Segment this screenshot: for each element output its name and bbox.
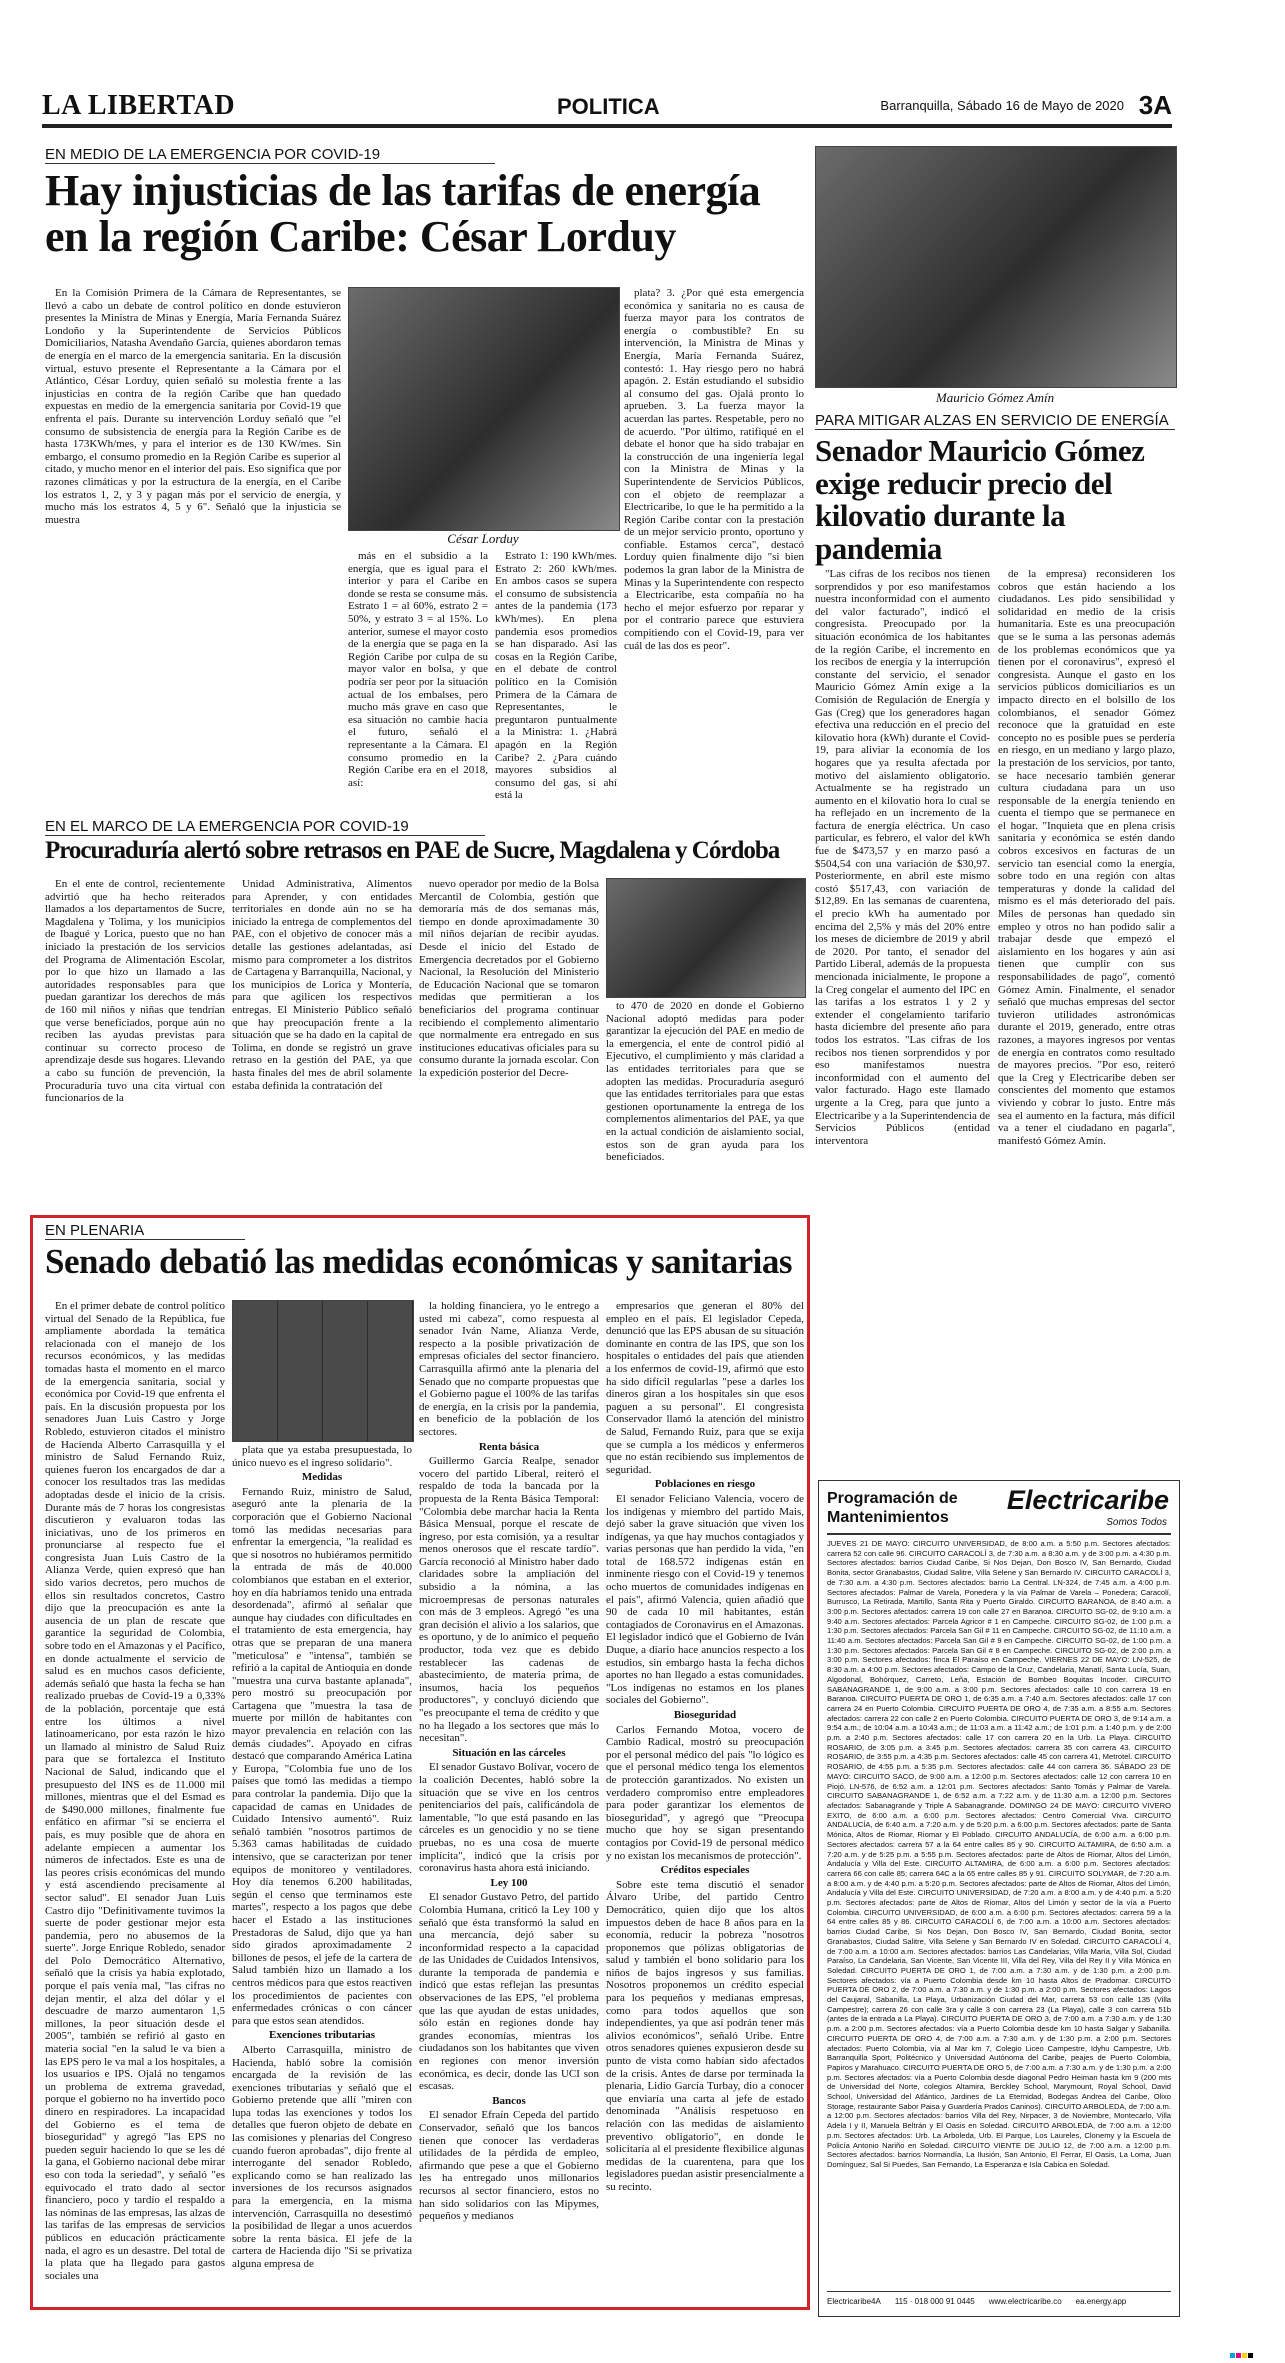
story2-column-2: de la empresa) reconsideren los cobros que están haciendo a los ciudadanos. Les pido sensibilidad y solidaridad en medio de la crisis humanitaria. Este es una preocupación que se le suma a las personas además de los problemas económicos que ya tienen por el coronavirus", expresó el congresista. Aunque el gasto en los servicios públicos domiciliarios es un impacto directo en el bolsillo de los colombianos, el senador Gómez reconoce que la gratuidad en este concepto no es posible pues se perdería en riesgo, en un mediano y largo plazo, la prestación de los servicios, por tanto, se hace necesario también generar cultura ciudadana para un uso responsable de la energía teniendo en cuenta el tiempo que se permanece en el hogar. "Inquieta que en plena crisis sanitaria y económica se estén dando cobros excesivos en facturas de un servicio tan esencial como la energía, sobre todo en una región con altas temperaturas y donde la calidad del mismo es el más deteriorado del país. Miles de personas han quedado sin empleo y otros no han podido salir a trabajar desde que empezó el aislamiento en los hogares y aún así tienen que cumplir con sus responsabilidades de pago", comentó Gómez Amín. Finalmente, el senador señaló que muchas empresas del sector tuvieron utilidades astronómicas durante el 2019, generado, entre otras razones, a mayores ingresos por ventas de energía en contratos como resultado de mayores precios. "Por eso, reiteró que la Creg y Electricaribe deben ser conscientes del momento que estamos viviendo y cobrar lo justo. Entre más sea el aumento en la factura, más difícil va a tener el ciudadano en pagarla", manifestó Gómez Amín. <box>998 568 1175 1147</box>
maintenance-ad <box>818 1480 1180 2317</box>
phone-line: 115 · 018 000 91 0445 <box>894 2297 975 2306</box>
story3-column-4: to 470 de 2020 en donde el Gobierno Nacional adoptó medidas para poder garantizar la ejecución del PAE en medio de la emergencia, el ente de control pidió al Ejecutivo, el cumplimiento y más claridad a las entidades territoriales para que se adopten las medidas. Procuraduría aseguró que las entidades territoriales para que estas gestionen oportunamente la entrega de los complementos alimentarios del PAE, ya que en la actual condición de aislamiento social, estos son de gran ayuda para los beneficiados. <box>606 1000 804 1164</box>
virtual-session-photo <box>232 1300 414 1442</box>
story4-column-4: empresarios que generan el 80% del empleo en el país. El legislador Cepeda, denunció que las EPS abusan de su situación dominante en contra de las IPS, que son los hospitales o entidades del país que atienden a los enfermos de covid-19, afirmó que esto ha sido difícil regularlas "pese a darles los dineros giran a los hospitales sin que esos paguen a su personal". El congresista Conservador llamó la atención del ministro de Salud, Fernando Ruiz, para que se exija que se cumpla a los médicos y enfermeros que no están recibiendo sus implementos de seguridad. Poblaciones en riesgo El senador Feliciano Valencia, vocero de los indígenas y miembro del partido Mais, dejó saber la grave situación que viven los indígenas, ya que hay muchos contagiados y varias personas que han perdido la vida, "en total de 168.572 indígenas están en inminente riesgo con el Covid-19 y tenemos ocho muertos de comunidades indígenas en el país", afirmó Valencia, quien añadió que 90 de cada 10 mil habitantes, están contagiados de Coronavirus en el Amazonas. El legislador indicó que el Gobierno de Iván Duque, a diario hace anuncios respecto a los estudios, sin embargo hasta la fecha dichos aportes no han llegado a estas comunidades. "Los indígenas no estamos en los planes sociales del Gobierno". Bioseguridad Carlos Fernando Motoa, vocero de Cambio Radical, mostró su preocupación por el personal médico del país "lo lógico es que el personal médico tenga los elementos de protección garantizados. No existen un verdadero compromiso entre empleadores para poder garantizar los elementos de bioseguridad", y agregó que "Preocupa mucho que hoy se sigan presentando contagios por Covid-19 de personal médico y no existan los mecanismos de protección". Créditos especiales Sobre este tema discutió el senador Álvaro Uribe, del partido Centro Democrático, quien dijo que los altos impuestos deben de hace 8 años para en la economía, reducir la pobreza "nosotros proponemos que pólizas obligatorias de salud y también el bono solidario para los niños de bajos ingresos y sus familias. Nosotros proponemos un crédito especial para los pequeños y medianas empresas, como para todos aquellos que son independientes, ya que así podrán tener más alivios económicos", señaló Uribe. Entre otros senadores quienes expusieron desde su punto de vista como habían sido afectados de la crisis. Antes de darse por terminada la plenaria, Lidio García Turbay, dio a conocer que enviaría una carta al jefe de estado denominada "Análisis respetuoso en relación con las medidas de aislamiento preventivo obligatorio", en donde le solicitaría al el presidente flexibilice algunas medidas de la cuarentena, para que los legisladores puedan asistir presencialmente a su recinto. <box>606 1300 804 2193</box>
story2-kicker: PARA MITIGAR ALZAS EN SERVICIO DE ENERGÍA <box>815 412 1175 430</box>
ad-title: Programación de Mantenimientos <box>827 1490 958 1526</box>
story3-kicker: EN EL MARCO DE LA EMERGENCIA POR COVID-19 <box>45 818 485 836</box>
ad-schedule-text: JUEVES 21 DE MAYO: CIRCUITO UNIVERSIDAD, de 8:00 a.m. a 5:50 p.m. Sectores afectados: carrera 52 con calle 96. CIRCUITO CARACOLÍ 3, de 7:30 a.m. a 8:30 a.m. y de 3:00 p.m. a 4:30 p.m. Sectores afectados: barrios Ciudad Caribe, Si Nos Dejan, Don Bosco IV, San Bernardo, Ciudad Bonita, sector Granabastos, Ciudad Salitre, Villa Selene y San Bernardo IV. CIRCUITO CARACOLÍ 3, de 7:30 a.m. a 4:30 p.m. Sectores afectados: barrio La Central. LN-324, de 7:45 a.m. a 4:00 p.m. Sectores afectados: Palmar de Varela, Ponedera y la vía Palmar de Varela – Ponedera; Caracolí, Burrusco, La Retirada, Martillo, Santa Rita y Puerto Giraldo. CIRCUITO BARANOA, de 8:40 a.m. a 3:00 p.m. Sectores afectados: carrera 19 con calle 27 en Baranoa. CIRCUITO SG-02, de 9:10 a.m. a 9:40 a.m. Sectores afectados: Parcela Agricor # 1 en Campeche. CIRCUITO SG-02, de 1:00 p.m. a 1:30 p.m. Sectores afectados: Parcela San Gil # 11 en Campeche. CIRCUITO SG-02, de 11:10 a.m. a 11:40 a.m. Sectores afectados: Parcela San Gil # 9 en Campeche. CIRCUITO SG-02, de 1:00 p.m. a 1:30 p.m. Sectores afectados: Parcela San Gil # 8 en Campeche. CIRCUITO SG-02, de 2:00 p.m. a 3:00 p.m. Sectores afectados: finca El Paraíso en Campeche. VIERNES 22 DE MAYO: LN-525, de 8:30 a.m. a 4:00 p.m. Sectores afectados: Campo de la Cruz, Candelaria, Manatí, Santa Lucía, Suan, Algodonal, Bohórquez, Carreto, Leña, Estación de Bombeo Boquitas Incoder. CIRCUITO SABANAGRANDE 1, de 9:00 a.m. a 3:00 p.m. Sectores afectados: calle 10 con carrera 19 en Baranoa. CIRCUITO PUERTA DE ORO 1, de 6:35 a.m. a 7:40 a.m. Sectores afectados: calle 17 con carrera 24 en Puerto Colombia. CIRCUITO PUERTA DE ORO 4, de 7:35 a.m. a 8:55 a.m. Sectores afectados: carrera 22 con calle 2 en Puerto Colombia. CIRCUITO PUERTA DE ORO 3, de 9:14 a.m. a 9:54 a.m.; de 10:04 a.m. a 10:43 a.m.; de 11:03 a.m. a 11:42 a.m.; de 1:01 p.m. a 1:40 p.m. y de 2:00 p.m. a 2:40 p.m. Sectores afectados: calle 17 con carrera 20 en la Urb. La Playa. CIRCUITO ROSARIO, de 3:05 p.m. a 3:45 p.m. Sectores afectados: carrera 35 con carrera 43. CIRCUITO ROSARIO, de 3:55 p.m. a 4:35 p.m. Sectores afectados: calle 45 con carrera 41, Metrotel. CIRCUITO ROSARIO, de 4:55 p.m. a 5:35 p.m. Sectores afectados: calle 44 con carrera 36. SÁBADO 23 DE MAYO: CIRCUITO SACO, de 9:00 a.m. a 12:00 p.m. Sectores afectados: calle 12 con carrera 10 en Piojó. LN-576, de 6:52 a.m. a 12:01 p.m. Sectores afectados: Santo Tomás y Palmar de Varela. CIRCUITO SABANAGRANDE 1, de 6:52 a.m. a 7:22 a.m. y de 11:30 a.m. a 12:00 p.m. Sectores afectados: Sabanagrande y Triple A Sabanagrande. DOMINGO 24 DE MAYO: CIRCUITO VIVERO EXITO, de 6:00 a.m. a 6:00 p.m. Sectores afectados: Centro Comercial Viva. CIRCUITO ANDALUCÍA, de 6:40 a.m. a 7:20 a.m. y de 5:20 p.m. a 6:00 p.m. Sectores afectados: parte de Santa Mónica, Altos de Riomar, Riomar y El Poblado. CIRCUITO ANDALUCÍA, de 6:00 a.m. a 6:00 p.m. Sectores afectados: carrera 57 a la 64 entre calles 85 y 90. CIRCUITO ALTAMIRA, de 6:50 a.m. a 7:20 a.m. y de 5:25 p.m. a 5:55 p.m. Sectores afectados: parte de Altos de Riomar, Altos del Limón, Andalucía y Villa del Este. CIRCUITO ALTAMIRA, de 6:00 a.m. a 6:00 p.m. Sectores afectados: carrera 66 con calle 85; carrera 64C a la 65 entre calles 85 y 91. CIRCUITO SOLYMAR, de 7:20 a.m. a 8:00 a.m. y de 4:40 p.m. a 5:20 p.m. Sectores afectados: parte de Altos de Riomar, Altos del Limón, Andalucía y Villa del Este. CIRCUITO UNIVERSIDAD, de 7:20 a.m. a 8:00 a.m. y de 4:40 p.m. a 5:20 p.m. Sectores afectados: parte de Altos de Riomar, Altos del Limón y sector de la vía a Puerto Colombia. CIRCUITO UNIVERSIDAD, de 6:00 a.m. a 6:00 p.m. Sectores afectados: carrera 59 a la 64 entre calles 85 y 86. CIRCUITO CARACOLÍ 6, de 7:00 a.m. a 10:00 a.m. Sectores afectados: barrios Ciudad Caribe, Si Nos Dejan, Don Bosco IV, San Bernardo, Ciudad Bonita, sector Granabastos, Ciudad Salitre, Villa Selene y San Bernardo IV en Soledad. CIRCUITO CARACOLÍ 4, de 7:00 a.m. a 10:00 a.m. Sectores afectados: barrios Las Candelarias, Villa María, Villa Sol, Ciudad Paraíso, La Candelaria, San Vicente, San Vicente III, Villa del Rey, Villa del Rey II y Villa Mónica en Soledad. CIRCUITO PUERTA DE ORO 1, de 7:00 a.m. a 7:30 a.m. y de 1:30 p.m. a 2:00 p.m. Sectores afectados: vía a Puerto Colombia desde km 10 hasta Altos de Pradomar. CIRCUITO PUERTA DE ORO 2, de 7:00 a.m. a 7:30 a.m. y de 1:30 p.m. a 2:00 p.m. Sectores afectados: Lagos del Caujaral, Sabanilla, La Playa, Urbanización Ciudad del Mar, carrera 53 con calle 135 (Villa Campestre); carrera 26 con calle 3ra y calle 3 con carrera 23 (La Playa), calle 3 con carrera 51b (antes de la entrada a La Playa). CIRCUITO PUERTA DE ORO 3, de 7:00 a.m. a 7:30 a.m. y de 1:30 p.m. a 2:00 p.m. Sectores afectados: vía a Puerto Colombia desde km 10 hasta Salgar y Sabanilla. CIRCUITO PUERTA DE ORO 4, de 7:00 a.m. a 7:30 a.m. y de 1:30 p.m. a 2:00 p.m. Sectores afectados: Puerto Colombia, vía al Mar km 7, Colegio Liceo Campestre, Idyhu Campestre, Urb. Barranquilla Sport, Politécnico y Universidad Autónoma del Caribe, peajes de Puerto Colombia, Papiros y Marahuaco. CIRCUITO PUERTA DE ORO 5, de 7:00 a.m. a 7:30 a.m. y de 1:30 p.m. a 2:00 p.m. Sectores afectados: vía a Puerto Colombia desde diagonal Pedro Heiman hasta km 9 (200 mts de Universidad del Norte, colegios Altamira, Berckley School, Marymount, Royal School, David School, Universidad del Atlántico, Jardines de La Eternidad, Bodegas Andrea del Caribe, Olixo Storage, restaurante Sabor Paisa y Guardería Prados Caninos). CIRCUITO ARBOLEDA, de 7:00 a.m. a 12:00 p.m. Sectores afectados: barrios Villa del Rey, Nirpacer, 3 de Noviembre, Montecarlo, Villa Adela I y II, Manuela Beltrán y El Oasis en Soledad. CIRCUITO ARBOLEDA, de 7:00 a.m. a 12:00 p.m. Sectores afectados: Urb. La Arboleda, Urb. El Parque, Los Laureles, Clonemy y la Escuela de Policía Antonio Nariño en Soledad. CIRCUITO VIENTE DE JULIO 12, de 7:00 a.m. a 12:00 p.m. Sectores afectados: barrios Normandía, La Ilusión, San Antonio, El Ferrar, El Oasis, La Loma, Juan Domínguez, Sal Si Puedes, San Fernando, La Esperanza e Isla Cabica en Soledad. <box>827 1539 1171 2169</box>
ad-footer <box>827 2297 1171 2306</box>
story3-column-1: En el ente de control, recientemente advirtió que ha hecho reiterados llamados a los departamentos de Sucre, Magdalena y Tolima, y los municipios de Ibagué y Lorica, puesto que no han iniciado la prestación de los servicios del Programa de Alimentación Escolar, por lo que hizo un llamado a las autoridades responsables para que puedan garantizar los derechos de más de 160 mil niños y niñas que tendrían que verse beneficiados, porque aún no reciben las ayudas previstas para continuar su correcto proceso de aprendizaje desde sus hogares. Llevando a cabo su función de prevención, la Procuraduría tuvo una cita virtual con funcionarios de la <box>45 878 225 1105</box>
subhead-creditos: Créditos especiales <box>660 1864 750 1877</box>
electricaribe-logo: Electricaribe <box>1006 1485 1169 1515</box>
story1-kicker: EN MEDIO DE LA EMERGENCIA POR COVID-19 <box>45 146 495 164</box>
gomez-photo <box>815 146 1177 388</box>
twitter-handle: Electricaribe4A <box>827 2297 881 2306</box>
subhead-bancos: Bancos <box>492 2094 526 2107</box>
subhead-carceles: Situación en las cárceles <box>452 1746 566 1759</box>
section-title: POLITICA <box>557 94 660 119</box>
newspaper-name: LA LIBERTAD <box>42 90 236 121</box>
website-link[interactable]: www.electricaribe.co <box>988 2297 1062 2306</box>
story1-headline: Hay injusticias de las tarifas de energía en la región Caribe: César Lorduy <box>45 166 761 262</box>
pae-photo <box>606 878 806 998</box>
story4-column-2: plata que ya estaba presupuestada, lo único nuevo es el ingreso solidario". Medidas Fernando Ruiz, ministro de Salud, aseguró ante la plenaria de la corporación que el Gobierno Nacional tomó las medidas necesarias para enfrentar la emergencia, "la realidad es que si nosotros no hubiéramos permitido la entrada de más de 40.000 colombianos que estaban en el exterior, hoy en día habríamos tenido una entrada desordenada", afirmó al señalar que aunque hay ciudades con dificultades en el tratamiento de esta emergencia, hay otras que se preparan de una manera "meticulosa" e "intensa", también se refirió a la capital de Antioquia en donde "muestra una curva bastante aplanada", pero mostró su preocupación por Cartagena que "muestra la tasa de muerte por millón de habitantes con mayor prevalencia en relación con las demás ciudades". Apoyado en cifras destacó que comparando América Latina y Europa, "Colombia fue uno de los países que tomó las medidas a tiempo para controlar la pandemia. Dijo que la capacidad de camas en Unidades de Cuidado Intensivo aumentó". Ruiz señaló también "nosotros partimos de 5.363 camas habilitadas de cuidado intensivo, que se caracterizan por tener equipos de monitoreo y ventiladores. Hoy día tenemos 6.200 habilitadas, según el censo que terminamos este martes", respecto a los pagos que debe hacer el Estado a las instituciones Prestadoras de Salud, dijo que ya han sido girados aproximadamente 2 billones de pesos, el jefe de la cartera de Salud también hizo un llamado a los centros médicos para que estos reactiven los procedimientos de pacientes con enfermedades crónicas o con cáncer para que estos sean atendidos. Exenciones tributarias Alberto Carrasquilla, ministro de Hacienda, habló sobre la comisión encargada de la revisión de las exenciones tributarias y señaló que el Gobierno pretende que allí "miren con lupa todas las exenciones y todos los detalles que fueron objeto de debate en las comisiones y plenarias del Congreso cuando fueron aprobadas", dijo frente al interrogante del senador Robledo, explicando como se han realizado las inversiones de los recursos asignados para la emergencia, en la misma intervención, Carrasquilla no desestimó la posibilidad de llegar a unos acuerdos sobre la renta básica. El jefe de la cartera de Hacienda dijo "Si se privatiza alguna empresa de <box>232 1444 412 2270</box>
ad-divider <box>827 1533 1171 1535</box>
page-number: 3A <box>1138 90 1172 120</box>
app-name: ea.energy.app <box>1075 2297 1127 2306</box>
lorduy-caption: César Lorduy <box>447 531 519 546</box>
story4-headline: Senado debatió las medidas económicas y sanitarias <box>45 1242 792 1281</box>
color-registration-marks <box>1230 2345 1254 2363</box>
ad-footer-divider <box>827 2291 1171 2292</box>
subhead-bioseguridad: Bioseguridad <box>673 1709 737 1721</box>
story2-headline: Senador Mauricio Gómez exige reducir precio del kilovatio durante la pandemia <box>815 433 1145 566</box>
brand-slogan: Somos Todos <box>1106 1517 1167 1528</box>
story1-column-1: En la Comisión Primera de la Cámara de Representantes, se llevó a cabo un debate de control político en donde estuvieron presentes la Ministra de Minas y Energía, María Fernanda Suárez Londoño y la Superintendente de Servicios Públicos Domiciliarios, Natasha Avendaño García, quienes abordaron temas de energía en el marco de la emergencia sanitaria. En la discusión virtual, estuvo presente el Representante a la Cámara por el Atlántico, César Lorduy, quien señaló su molestia frente a las injusticias en contra de la región Caribe que han quedado expuestas en medio de la emergencia sanitaria por Covid-19 que enfrenta el país. Durante su intervención Lorduy señaló que "el consumo de subsistencia de energía para la Región Caribe es de hasta 173KWh/mes, y para el interior es de 130 KW/mes. Sin embargo, el consumo promedio en la Región Caribe es superior al citado, y mucho menor en el interior del país. Eso significa que por razones climáticas y por la estructura de la energía, en el Caribe los estratos 1, 2, y 3 y pagan más por el servicio de energía, y mucho más los estratos 4, 5 y 6". Señaló que la injusticia se muestra <box>45 287 341 526</box>
story3-column-2: Unidad Administrativa, Alimentos para Aprender, y con entidades territoriales en donde aún no se ha iniciado la entrega de complementos del PAE, con el objetivo de conocer más a detalle las gestiones adelantadas, así mismo para comprometer a los distritos de Cartagena y Barranquilla, Nacional, y los municipios de Lorica y Montería, para que agilicen los respectivos entregas. El Ministerio Público señaló que hay preocupación frente a la situación que se ha dado en la capital de Tolima, en donde se registró un grave retraso en la gestión del PAE, ya que hasta finales del mes de abril solamente estaba definida la contratación del <box>232 878 412 1092</box>
subhead-ley100: Ley 100 <box>490 1876 528 1889</box>
subhead-exenciones: Exenciones tributarias <box>268 2029 376 2042</box>
story1-column-3: Estrato 1: 190 kWh/mes. Estrato 2: 260 kWh/mes. En ambos casos se supera el consumo de subsistencia antes de la pandemia (173 kWh/mes). En plena pandemia esos promedios se han disparado. Así las cosas en la Región Caribe, en el debate de control político en la Comisión Primera de la Cámara de Representantes, le preguntaron puntualmente a la Ministra: 1. ¿Habrá apagón en la Región Caribe? 2. ¿Para cuándo mayores subsidios al consumo del gas, si ahí está la <box>495 550 617 802</box>
masthead <box>42 88 1172 128</box>
story1-column-2: más en el subsidio a la energía, que es igual para el interior y para el Caribe en donde se resta se consume más. Estrato 1 = al 60%, estrato 2 = 50%, y estrato 3 = al 15%. Lo anterior, sumese el mayor costo de la energía que se paga en la Región Caribe por culpa de su mayor valor en bolsa, y que podría ser peor por la situación actual de los embalses, pero mucho más grave en caso que esa situación no cambie hacia el futuro, señaló el representante a la Cámara. El consumo promedio en la Región Caribe era en el 2018, así: <box>348 550 488 789</box>
story4-column-1: En el primer debate de control político virtual del Senado de la República, fue ampliamente abordada la temática relacionada con el manejo de los recursos económicos, y las medidas tomadas hasta el momento en el marco de la emergencia sanitaria, social y económica por Covid-19 que enfrenta el país. En la discusión propuesta por los senadores Juan Luis Castro y Jorge Robledo, estuvieron citados el ministro de Hacienda Alberto Carrasquilla y el ministro de Salud Fernando Ruiz, quienes fueron los encargados de dar a conocer los resultados tras las medidas adoptadas desde el inicio de la crisis. Durante más de 7 horas los congresistas discutieron y evaluaron todas las iniciativas, uno de los primeros en pronunciarse al respecto fue el congresista Juan Luis Castro de la Alianza Verde, quien expresó que han sido varios decretos, pero muchos de ellos sin resultados concretos, Castro dijo que la preocupación es ante la ausencia de un plan de rescate que garantice la seguridad de Colombia, sobre todo en el Amazonas y el Pacífico, en donde actualmente el servicio de salud es en muchos casos deficiente, además señaló que hasta la fecha se han realizado pruebas de Covid-19 a 0,33% de la población, porcentaje que está entre los últimos a nivel latinoamericano, por esta razón le hizo un llamado al ministro de Salud Ruiz para que se fortalezca el Instituto Nacional de Salud, indicando que el presupuesto del INS es de 11.000 mil millones, mientras que el del Esmad es de $490.000 millones, finalmente fue enfático en afirmar "si se encierra el país, es muy posible que de ahora en adelante empiecen a aumentar los números de infectados. Este es una de las peores crisis económicas del mundo y está ascendiendo precisamente al sector salud". El senador Juan Luis Castro dijo "Definitivamente tuvimos la suerte de poder gestionar mejor esta pandemia, pero no abusemos de la suerte". Jorge Enrique Robledo, senador del Polo Democrático Alternativo, señaló que la crisis ya había explotado, porque el país venía mal, "las cifras no dejan mentir, el alza del dólar y el descuadre de marzo aumentaron 1,5 millones, la peor situación desde el 2005", también se refirió al gasto en materia social "en la salud le va bien a las EPS pero le va mal a los hospitales, a los usuarios e IPS. Ojalá no tengamos un problema de extrema gravedad, porque el gobierno no ha invertido poco dinero en respiradores. La incapacidad del Gobierno es el tema de bioseguridad" y agregó "las EPS no pueden seguir haciendo lo que se les dé la gana, el Gobierno nacional debe mirar eso con toda la seriedad", y señaló "es equivocado el trato dado al sector financiero, poco y tardío el respaldo a las nóminas de las empresas, las alzas de las tarifas de las empresas de servicios públicos en educación prácticamente nada, el agro es un desastre. Del total de la plata que ha llegado para gastos sociales una <box>45 1300 225 2282</box>
story1-column-4: plata? 3. ¿Por qué esta emergencia económica y sanitaria no es causa de fuerza mayor para los contratos de energía o combustible? En su intervención, la Ministra de Minas y Energía, María Fernanda Suárez, contestó: 1. Hay riesgo pero no habrá apagón. 2. Están estudiando el subsidio al consumo del gas. Ojalá pronto lo aprueben. 3. La fuerza mayor la acuerdan las partes. Respetable, pero no de acuerdo. "Por último, ratifiqué en el debate el honor que ha sido trabajar en la construcción de una ingeniería legal con la Ministra de Minas y la Superintendente de Servicios Públicos, con el objeto de reemplazar a Electricaribe, lo que le ha permitido a la Región Caribe contar con la prestación de un mejor servicio pronto, oportuno y confiable. Estamos cerca", destacó Lorduy quien finalmente dijo "si bien podemos la gran labor de la Ministra de Minas y la Superintendente con respecto a Electricaribe, esta compañía no ha hecho el mejor esfuerzo por reparar y por el contrario parece que estuviera compitiendo con el Covid-19, para ver cuál de las dos es peor". <box>624 287 804 652</box>
subhead-renta: Renta básica <box>478 1440 540 1453</box>
story2-column-1: "Las cifras de los recibos nos tienen sorprendidos y por eso manifestamos nuestra inconformidad con el aumento del valor facturado", indicó el congresista. Preocupado por la situación económica de los habitantes de la región Caribe, el incremento en los recibos de energía y la interrupción constante del servicio, el senador Mauricio Gómez Amín exige a la Comisión de Regulación de Energía y Gas (Creg) que los generadores hagan efectiva una reducción en el precio del kilovatio hora (kWh) durante el Covid-19, para aliviar la economía de los hogares que ya resulta afectada por motivo del aislamiento obligatorio. Actualmente se ha registrado un aumento en el kilovatio hora lo cual se ha reflejado en un incremento de la factura de energía eléctrica. Un caso particular, es febrero, el valor del kWh fue de $473,57 y en marzo pasó a $504,54 con una variación de $30,97. Posteriormente, en abril este mismo costó $517,43, con variación de $12,89. En las semanas de cuarentena, el precio kWh ha aumentado por encima del 2,5% y más del 20% entre los meses de diciembre de 2019 y abril de 2020. Por tanto, el senador del Partido Liberal, además de la propuesta mencionada inicialmente, le propone a la Creg congelar el aumento del IPC en las tarifas a los estratos 1 y 2 y extender el congelamiento tarifario hasta diciembre del presente año para todos los estratos. "Las cifras de los recibos nos tienen sorprendidos y por eso manifestamos nuestra inconformidad con el aumento del valor facturado. Hago este llamado urgente a la Creg, para que junto a Electricaribe y a la Superintendencia de Servicios Públicos (entidad interventora <box>815 568 990 1147</box>
lorduy-photo <box>348 287 620 531</box>
story3-headline: Procuraduría alertó sobre retrasos en PAE de Sucre, Magdalena y Córdoba <box>45 837 780 864</box>
story4-column-3: la holding financiera, yo le entrego a usted mi cabeza", como respuesta al senador Iván Name, Alianza Verde, respecto a la posible privatización de empresas oficiales del sector financiero. Carrasquilla afirmó ante la plenaria del Senado que no comparte propuestas que el Gobierno pague el 100% de las tarifas de energía, en la crisis por la pandemia, en beneficio de la población de los sectores. Renta básica Guillermo García Realpe, senador vocero del partido Liberal, reiteró el respaldo de toda la bancada por la propuesta de la Renta Básica Temporal: "Colombia debe marchar hacia la Renta Básica Mensual, porque el rescate de ingreso, por esta comisión, ya a resultar menos onerosos que el rescate tardío". García reconoció al Ministro haber dado claridades sobre la ampliación del subsidio a la nómina, a las microempresas de personas naturales con más de 3 empleos. Agregó "es una gran decisión el alivio a los salarios, que es oportuno, y de lo anímico el pequeño productor, toda vez que es debido restablecer las cadenas de abastecimiento, de materia prima, de insumos, hacia los pequeños productores", y concluyó diciendo que "es preocupante el tema de crédito y que no ha llegado a los sectores que más lo necesitan". Situación en las cárceles El senador Gustavo Bolívar, vocero de la coalición Decentes, habló sobre la situación que se vive en los centros penitenciarios del país, calificándola de lamentable, "lo que está pasando en las cárceles es un genocidio y no se tiene pruebas, no es una cosa de muerte implícita", indicó que la crisis por coronavirus hasta ahora está iniciando. Ley 100 El senador Gustavo Petro, del partido Colombia Humana, criticó la Ley 100 y señaló que ésta transformó la salud en una mercancía, dejó saber su inconformidad respecto a la capacidad de las Unidades de Cuidados Intensivos, durante la temporada de pandemia e indicó que estas reflejan las presuntas observaciones de las EPS, "el problema que las que ayudan de estas unidades, sólo están en regiones donde hay grandes economías, mientras los ciudadanos son los habitantes que viven en regiones con menor inversión económica, es decir, donde las UCI son escasas. Bancos El senador Efraín Cepeda del partido Conservador, señaló que los bancos tienen que conocer las verdaderas utilidades de la pérdida de empleo, afirmando que pese a que el Gobierno les ha entregado unos millonarios recursos al sector financiero, estos no han sido solidarios con las Mipymes, pequeños y medianos <box>419 1300 599 2223</box>
gomez-caption: Mauricio Gómez Amín <box>935 390 1055 405</box>
issue-date: Barranquilla, Sábado 16 de Mayo de 2020 <box>880 98 1124 113</box>
story4-kicker: EN PLENARIA <box>45 1222 245 1240</box>
subhead-poblaciones: Poblaciones en riesgo <box>654 1478 756 1491</box>
story3-column-3: nuevo operador por medio de la Bolsa Mercantil de Colombia, gestión que demoraría más de dos semanas más, tiempo en donde aproximadamente 30 mil niños dejarían de recibir ayudas. Desde el inicio del Estado de Emergencia decretados por el Gobierno Nacional, la Resolución del Ministerio de Educación Nacional que se tomaron medidas que permitieran a los beneficiarios del programa continuar recibiendo el complemento alimentario que normalmente era entregado en sus instituciones educativas oficiales para su consumo durante la jornada escolar. Con la expedición posterior del Decre- <box>419 878 599 1079</box>
subhead-medidas: Medidas <box>301 1471 343 1484</box>
